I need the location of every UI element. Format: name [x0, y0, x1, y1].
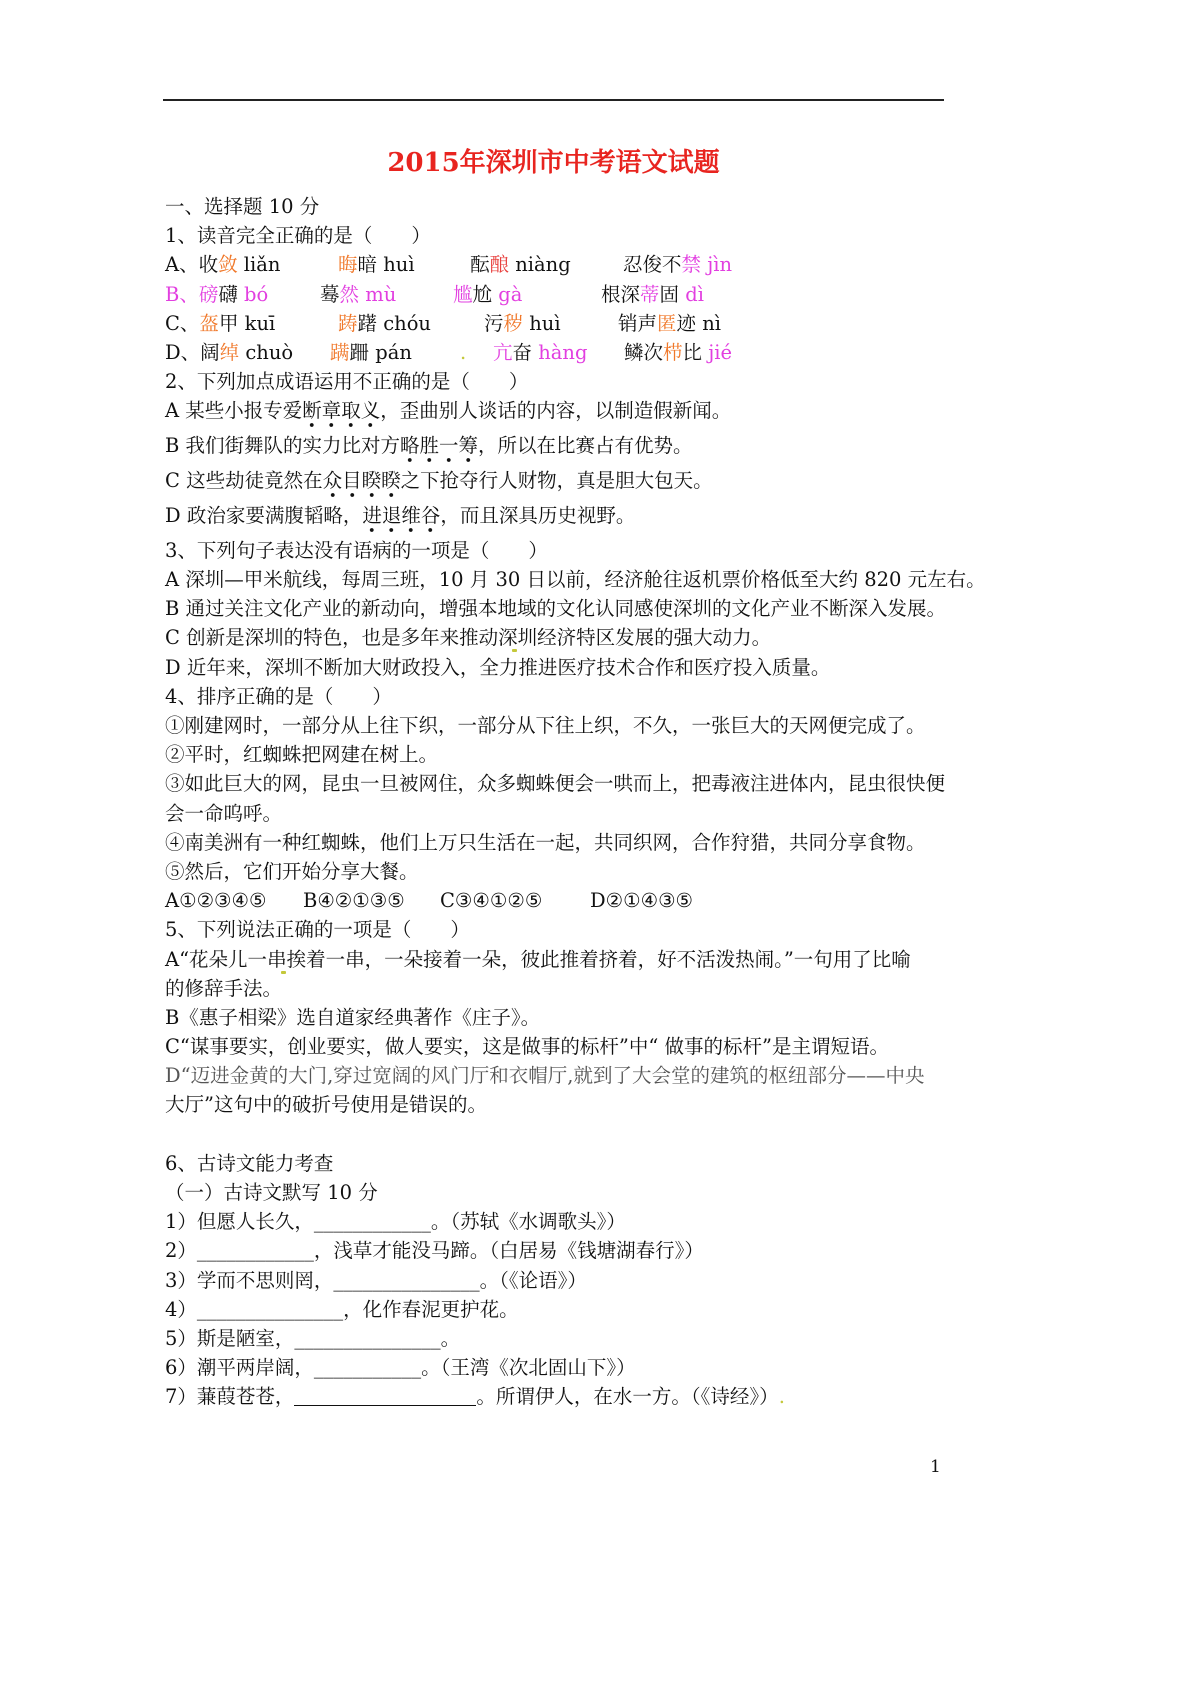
text-run: A 某些小报专爱 — [165, 399, 303, 423]
highlighted-text: 蹒 — [330, 340, 350, 364]
q4-choice-b: B④②①③⑤ — [303, 889, 405, 913]
q5-option-c: C“谋事要实，创业要实，做人要实，这是做事的标杆”中“ 做事的标杆”是主谓短语。 — [165, 1035, 889, 1059]
highlighted-text: bó — [244, 282, 269, 306]
q2-option-d — [165, 501, 945, 536]
q4-choice-c: C③④①②⑤ — [440, 889, 543, 913]
question-4-stem: 4、排序正确的是（ ） — [165, 684, 392, 708]
q1-c-word-2 — [338, 309, 431, 338]
q4-sentence-1: ①刚建网时，一部分从上往下织，一部分从下往上织，不久，一张巨大的天网便完成了。 — [165, 714, 926, 737]
text-run: 礴 — [218, 282, 245, 306]
q4-sentence-2: ②平时，红蜘蛛把网建在树上。 — [165, 743, 439, 767]
text-run: 圳经济特区发展的强大动力。 — [517, 626, 772, 650]
highlighted-text: hàng — [538, 340, 588, 364]
text-run: ，歪曲别人谈话的内容，以制造假新闻。 — [380, 399, 732, 423]
text-run: 污 — [484, 311, 504, 335]
section-6-subheading: （一）古诗文默写 10 分 — [165, 1181, 378, 1204]
q1-b-word-3 — [453, 280, 522, 309]
q3-option-b: B 通过关注文化产业的新动向，增强本地域的文化认同感使深圳的文化产业不断深入发展。 — [165, 597, 947, 621]
highlighted-text: 绰 — [219, 340, 240, 364]
highlighted-text: 秽 — [503, 311, 524, 335]
recitation-item-4: 4）_______________，化作春泥更护花。 — [165, 1297, 519, 1321]
text-run: chuò — [239, 340, 294, 364]
text-run: 挨着一串，一朵接着一朵，彼此推着挤着，好不活泼热闹。”一句用了比喻 — [286, 947, 911, 971]
text-run: 串 — [267, 947, 287, 971]
highlighted-text: dì — [685, 282, 704, 306]
text-run: D、阔 — [165, 340, 220, 364]
highlighted-text: jié — [708, 340, 733, 364]
q1-option-row-d — [165, 338, 945, 367]
highlighted-text: gà — [498, 282, 523, 306]
text-run: 迹 nì — [676, 311, 722, 335]
q1-c-word-3 — [484, 309, 561, 338]
text-run: 蓦 — [320, 282, 340, 306]
highlighted-text: 敛 — [218, 253, 238, 277]
q1-d-word-1 — [165, 338, 293, 367]
q1-option-row-a — [165, 250, 945, 279]
emphasized-idiom: 众目睽睽 — [323, 469, 401, 499]
text-run: niàng — [509, 253, 571, 277]
text-run: 鳞次 — [624, 340, 664, 364]
highlighted-text: . — [460, 340, 467, 364]
text-run: 尬 — [472, 282, 499, 306]
q1-b-word-2 — [320, 280, 396, 309]
text-run: D 政治家要满腹韬略， — [165, 503, 363, 527]
page-number: 1 — [930, 1457, 941, 1477]
q3-option-c — [165, 623, 945, 652]
text-run: 固 — [659, 282, 686, 306]
highlighted-text: 酿 — [489, 253, 510, 277]
text-run: huì — [523, 311, 561, 335]
question-1-stem: 1、读音完全正确的是（ ） — [165, 224, 431, 248]
highlighted-text: 盔 — [199, 311, 219, 335]
question-5-stem: 5、下列说法正确的一项是（ ） — [165, 918, 470, 942]
recitation-item-1: 1）但愿人长久，____________。（苏轼《水调歌头》） — [165, 1210, 626, 1234]
recitation-item-7 — [165, 1382, 945, 1411]
highlighted-text: . — [778, 1385, 785, 1409]
question-3-stem: 3、下列句子表达没有语病的一项是（ ） — [165, 538, 548, 562]
q1-d-word-4 — [624, 338, 732, 367]
q4-choice-d: D②①④③⑤ — [590, 889, 694, 913]
q3-option-a: A 深圳—甲米航线，每周三班，10 月 30 日以前，经济舱往返机票价格低至大约 820 元左右。 — [165, 568, 986, 592]
highlighted-text: 晦 — [338, 253, 358, 277]
highlighted-text: 蒂 — [640, 282, 660, 306]
q5-option-a — [165, 945, 945, 974]
q1-a-word-3 — [470, 250, 571, 279]
q2-option-a — [165, 396, 945, 431]
text-run: 跚 pán — [349, 340, 412, 364]
text-run: 忍俊不 — [623, 253, 682, 277]
q1-a-word-2 — [338, 250, 415, 279]
q1-b-word-1 — [165, 280, 268, 309]
text-run: 奋 — [512, 340, 539, 364]
section-heading: 一、选择题 10 分 — [165, 195, 320, 218]
recitation-item-3: 3）学而不思则罔，_______________。（《论语》） — [165, 1268, 587, 1292]
highlighted-text: 踌 — [338, 311, 358, 335]
q1-c-word-4 — [618, 309, 721, 338]
page-title: 2015年深圳市中考语文试题 — [387, 148, 720, 178]
q5-option-d — [165, 1061, 945, 1090]
text-run: 销声 — [618, 311, 658, 335]
text-run: 躇 chóu — [357, 311, 431, 335]
text-run: 比 — [682, 340, 709, 364]
q4-choices — [165, 886, 945, 915]
q1-d-word-3 — [493, 338, 587, 367]
recitation-item-2: 2）____________，浅草才能没马蹄。（白居易《钱塘湖春行》） — [165, 1239, 704, 1263]
document-body — [165, 192, 986, 1412]
q1-d-word-2 — [330, 338, 412, 367]
q4-sentence-4: ④南美洲有一种红蜘蛛，他们上万只生活在一起，共同织网，合作狩猎，共同分享食物。 — [165, 830, 926, 854]
header-rule — [163, 99, 944, 101]
text-run: 之下抢夺行人财物，真是胆大包天。 — [400, 469, 713, 493]
q4-sentence-5: ⑤然后，它们开始分享大餐。 — [165, 859, 419, 883]
highlighted-text: D“迈进金黄的大门,穿过宽阔的风门厅和衣帽厅,就到了大会堂的建筑的枢纽部分——中央 — [165, 1064, 925, 1088]
text-run: ，所以在比赛占有优势。 — [478, 434, 693, 458]
q5-option-b: B《惠子相梁》选自道家经典著作《庄子》。 — [165, 1005, 541, 1029]
q1-d-stray-dot — [460, 338, 466, 367]
text-run: ，而且深具历史视野。 — [440, 503, 636, 527]
question-2-stem: 2、下列加点成语运用不正确的是（ ） — [165, 370, 529, 394]
text-run: B 我们街舞队的实力比对方 — [165, 434, 401, 458]
text-run: A“花朵儿一 — [165, 947, 268, 971]
highlighted-text: 尴 — [453, 282, 473, 306]
highlighted-text: B、磅 — [165, 282, 219, 306]
q1-option-row-c — [165, 309, 945, 338]
highlighted-text: 亢 — [493, 340, 513, 364]
q3-option-d: D 近年来，深圳不断加大财政投入，全力推进医疗技术合作和医疗投入质量。 — [165, 655, 831, 679]
answer-blank — [294, 1386, 476, 1407]
highlighted-text: 然 mù — [339, 282, 397, 306]
text-run: C 创新是深圳的特色，也是多年来推动 — [165, 626, 499, 650]
q2-option-b — [165, 431, 945, 466]
emphasized-idiom: 略胜一筹 — [400, 434, 478, 464]
q4-choice-a: A①②③④⑤ — [165, 889, 267, 913]
text-run: 暗 huì — [357, 253, 415, 277]
highlighted-text: 栉 — [663, 340, 683, 364]
q2-option-c — [165, 466, 945, 501]
section-6-heading: 6、古诗文能力考查 — [165, 1151, 334, 1175]
text-run: C 这些劫徒竟然在 — [165, 469, 323, 493]
highlighted-text: 禁 jìn — [681, 253, 733, 277]
q4-sentence-3: ③如此巨大的网，昆虫一旦被网住，众多蜘蛛便会一哄而上，把毒液注进体内，昆虫很快便 — [165, 772, 946, 796]
q1-option-row-b — [165, 280, 945, 309]
text-run: 酝 — [470, 253, 490, 277]
recitation-item-5: 5）斯是陋室，_______________。 — [165, 1326, 461, 1350]
text-run: 7）蒹葭苍苍， — [165, 1385, 295, 1409]
text-run: 甲 kuī — [218, 311, 276, 335]
spacer — [165, 1120, 945, 1149]
q1-b-word-4 — [601, 280, 704, 309]
text-run: A、收 — [165, 253, 219, 277]
q5-option-d-continued: 大厅”这句中的破折号使用是错误的。 — [165, 1093, 487, 1117]
q1-a-word-4 — [623, 250, 732, 279]
q5-option-a-continued: 的修辞手法。 — [165, 976, 283, 1000]
q4-sentence-3-continued: 会一命呜呼。 — [165, 801, 283, 825]
q1-a-word-1 — [165, 250, 280, 279]
emphasized-idiom: 进退维谷 — [362, 504, 440, 534]
text-run: 深 — [498, 626, 518, 650]
q1-c-word-1 — [165, 309, 275, 338]
text-run: C、 — [165, 311, 200, 335]
text-run: liǎn — [237, 253, 281, 277]
text-run: 根深 — [601, 282, 641, 306]
text-run: 。所谓伊人，在水一方。（《诗经》） — [476, 1385, 779, 1409]
emphasized-idiom: 断章取义 — [302, 399, 380, 429]
recitation-item-6: 6）潮平两岸阔，___________。（王湾《次北固山下》） — [165, 1356, 636, 1380]
highlighted-text: 匿 — [657, 311, 677, 335]
